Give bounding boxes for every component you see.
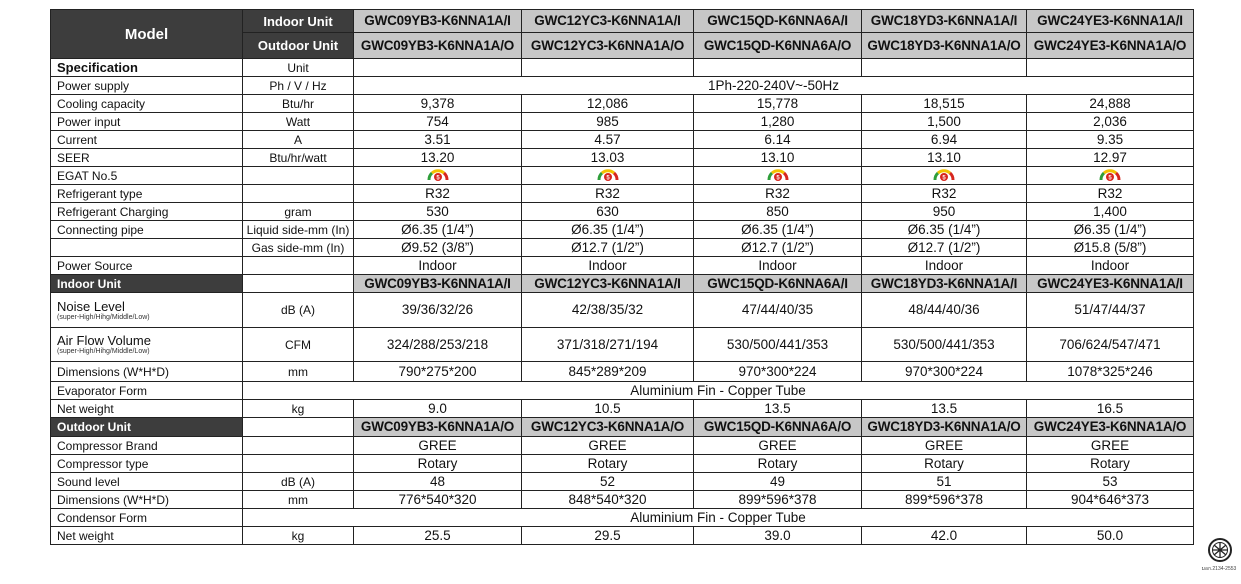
refrigerant-type-row — [51, 185, 1194, 203]
unit-cell: mm — [243, 491, 354, 509]
value-cell: 1,400 — [1027, 203, 1194, 221]
value-cell: 48 — [354, 473, 522, 491]
value-cell: R32 — [1027, 185, 1194, 203]
value-cell: 42/38/35/32 — [522, 293, 694, 328]
row-label: Current — [51, 131, 243, 149]
outdoor-dimensions-row — [51, 491, 1194, 509]
indoor-section-header: Indoor Unit — [51, 275, 243, 293]
row-label: Evaporator Form — [51, 382, 243, 400]
value-cell: 50.0 — [1027, 527, 1194, 545]
value-cell: 13.20 — [354, 149, 522, 167]
value-cell: 1,280 — [694, 113, 862, 131]
value-cell: 530/500/441/353 — [862, 328, 1027, 362]
value-cell: Ø6.35 (1/4”) — [1027, 221, 1194, 239]
outdoor-model: GWC09YB3-K6NNA1A/O — [354, 418, 522, 437]
value-cell: 371/318/271/194 — [522, 328, 694, 362]
value-cell: GREE — [862, 437, 1027, 455]
egat-cell — [1027, 167, 1194, 185]
value-cell: 2,036 — [1027, 113, 1194, 131]
svg-text:5: 5 — [435, 175, 440, 181]
air-flow-label: Air Flow Volume — [57, 333, 151, 348]
indoor-unit-header: Indoor Unit — [243, 10, 354, 33]
unit-cell: Watt — [243, 113, 354, 131]
unit-cell: kg — [243, 527, 354, 545]
outdoor-model: GWC24YE3-K6NNA1A/O — [1027, 418, 1194, 437]
egat-cell — [862, 167, 1027, 185]
condensor-row — [51, 509, 1194, 527]
value-cell — [694, 59, 862, 77]
unit-cell: CFM — [243, 328, 354, 362]
value-cell: 530/500/441/353 — [694, 328, 862, 362]
value-cell: Rotary — [694, 455, 862, 473]
value-cell: 53 — [1027, 473, 1194, 491]
egat-label-icon — [427, 168, 449, 181]
row-label: Connecting pipe — [51, 221, 243, 239]
egat-cell — [522, 167, 694, 185]
indoor-model: GWC24YE3-K6NNA1A/I — [1027, 10, 1194, 33]
value-cell: 13.03 — [522, 149, 694, 167]
value-cell: 706/624/547/471 — [1027, 328, 1194, 362]
value-cell: 10.5 — [522, 400, 694, 418]
value-cell: 630 — [522, 203, 694, 221]
value-cell: 29.5 — [522, 527, 694, 545]
value-cell: Rotary — [522, 455, 694, 473]
row-label: Sound level — [51, 473, 243, 491]
value-cell: Ø6.35 (1/4”) — [694, 221, 862, 239]
value-cell: 12,086 — [522, 95, 694, 113]
value-cell: Indoor — [694, 257, 862, 275]
unit-cell: Liquid side-mm (In) — [243, 221, 354, 239]
value-cell: 52 — [522, 473, 694, 491]
value-cell: 13.5 — [694, 400, 862, 418]
egat-cell — [354, 167, 522, 185]
value-cell: 24,888 — [1027, 95, 1194, 113]
value-cell: 950 — [862, 203, 1027, 221]
value-cell: 985 — [522, 113, 694, 131]
value-cell: Ø6.35 (1/4”) — [354, 221, 522, 239]
spec-table — [50, 9, 1194, 545]
outdoor-section-row — [51, 418, 1194, 437]
row-label — [51, 293, 243, 328]
value-cell: R32 — [522, 185, 694, 203]
value-cell: Rotary — [354, 455, 522, 473]
row-label: Net weight — [51, 527, 243, 545]
row-label: Power input — [51, 113, 243, 131]
seer-row — [51, 149, 1194, 167]
value-cell: Ø6.35 (1/4”) — [862, 221, 1027, 239]
row-label: Dimensions (W*H*D) — [51, 491, 243, 509]
value-cell: Ø12.7 (1/2”) — [862, 239, 1027, 257]
row-label — [51, 328, 243, 362]
unit-cell — [243, 257, 354, 275]
value-cell: 39/36/32/26 — [354, 293, 522, 328]
value-cell — [522, 59, 694, 77]
svg-text:5: 5 — [775, 175, 780, 181]
value-cell: 12.97 — [1027, 149, 1194, 167]
current-row — [51, 131, 1194, 149]
value-cell: 42.0 — [862, 527, 1027, 545]
unit-cell — [243, 437, 354, 455]
value-cell: 13.5 — [862, 400, 1027, 418]
value-cell: 899*596*378 — [694, 491, 862, 509]
value-cell: Indoor — [354, 257, 522, 275]
value-cell: Indoor — [862, 257, 1027, 275]
value-cell: 1,500 — [862, 113, 1027, 131]
egat-label-icon — [767, 168, 789, 181]
compressor-brand-row — [51, 437, 1194, 455]
indoor-model: GWC12YC3-K6NNA1A/I — [522, 10, 694, 33]
evaporator-value: Aluminium Fin - Copper Tube — [243, 382, 1194, 400]
value-cell: 47/44/40/35 — [694, 293, 862, 328]
outdoor-model: GWC18YD3-K6NNA1A/O — [862, 33, 1027, 59]
value-cell: 845*289*209 — [522, 362, 694, 382]
outdoor-unit-header: Outdoor Unit — [243, 33, 354, 59]
outdoor-section-header: Outdoor Unit — [51, 418, 243, 437]
outdoor-model: GWC12YC3-K6NNA1A/O — [522, 418, 694, 437]
power-input-row — [51, 113, 1194, 131]
value-cell: 4.57 — [522, 131, 694, 149]
svg-text:5: 5 — [605, 175, 610, 181]
condensor-value: Aluminium Fin - Copper Tube — [243, 509, 1194, 527]
indoor-model: GWC09YB3-K6NNA1A/I — [354, 10, 522, 33]
unit-cell: Gas side-mm (In) — [243, 239, 354, 257]
value-cell: 16.5 — [1027, 400, 1194, 418]
value-cell: Ø6.35 (1/4”) — [522, 221, 694, 239]
value-cell: 6.14 — [694, 131, 862, 149]
value-cell: R32 — [354, 185, 522, 203]
value-cell: 970*300*224 — [694, 362, 862, 382]
unit-cell — [243, 185, 354, 203]
egat-row — [51, 167, 1194, 185]
value-cell: 39.0 — [694, 527, 862, 545]
indoor-model: GWC09YB3-K6NNA1A/I — [354, 275, 522, 293]
value-cell: 9.0 — [354, 400, 522, 418]
value-cell: 51/47/44/37 — [1027, 293, 1194, 328]
unit-header: Unit — [243, 59, 354, 77]
unit-cell: dB (A) — [243, 293, 354, 328]
unit-cell: Btu/hr/watt — [243, 149, 354, 167]
unit-cell — [243, 418, 354, 437]
value-cell: 9.35 — [1027, 131, 1194, 149]
value-cell: R32 — [862, 185, 1027, 203]
value-cell: 13.10 — [694, 149, 862, 167]
air-flow-row — [51, 328, 1194, 362]
row-label: Refrigerant Charging — [51, 203, 243, 221]
indoor-model: GWC24YE3-K6NNA1A/I — [1027, 275, 1194, 293]
evaporator-row — [51, 382, 1194, 400]
outdoor-model: GWC12YC3-K6NNA1A/O — [522, 33, 694, 59]
indoor-net-weight-row — [51, 400, 1194, 418]
value-cell: 970*300*224 — [862, 362, 1027, 382]
value-cell: 13.10 — [862, 149, 1027, 167]
unit-cell: gram — [243, 203, 354, 221]
value-cell: GREE — [1027, 437, 1194, 455]
egat-label-icon — [933, 168, 955, 181]
tisi-mark-icon — [1203, 537, 1237, 581]
row-label: Compressor Brand — [51, 437, 243, 455]
value-cell: 25.5 — [354, 527, 522, 545]
row-label: EGAT No.5 — [51, 167, 243, 185]
value-cell: 899*596*378 — [862, 491, 1027, 509]
svg-text:5: 5 — [1108, 175, 1112, 181]
value-cell: Ø9.52 (3/8”) — [354, 239, 522, 257]
value-cell: 6.94 — [862, 131, 1027, 149]
egat-label-icon — [1099, 168, 1121, 181]
value-cell: 1078*325*246 — [1027, 362, 1194, 382]
value-cell: 790*275*200 — [354, 362, 522, 382]
unit-cell — [243, 275, 354, 293]
value-cell: 15,778 — [694, 95, 862, 113]
unit-cell: Btu/hr — [243, 95, 354, 113]
value-cell — [354, 59, 522, 77]
value-cell: GREE — [354, 437, 522, 455]
outdoor-model: GWC15QD-K6NNA6A/O — [694, 418, 862, 437]
power-source-row — [51, 257, 1194, 275]
unit-cell: kg — [243, 400, 354, 418]
row-label: Power Source — [51, 257, 243, 275]
value-cell: 754 — [354, 113, 522, 131]
row-label: Compressor type — [51, 455, 243, 473]
indoor-model: GWC12YC3-K6NNA1A/I — [522, 275, 694, 293]
value-cell: Rotary — [1027, 455, 1194, 473]
power-supply-row — [51, 77, 1194, 95]
value-cell: GREE — [522, 437, 694, 455]
model-header: Model — [51, 10, 243, 59]
value-cell: 850 — [694, 203, 862, 221]
row-label — [51, 239, 243, 257]
row-label: Power supply — [51, 77, 243, 95]
noise-level-sub: (super-High/Hihg/Middle/Low) — [57, 313, 150, 321]
svg-text:5: 5 — [942, 175, 946, 181]
compressor-type-row — [51, 455, 1194, 473]
indoor-dimensions-row — [51, 362, 1194, 382]
unit-cell — [243, 167, 354, 185]
value-cell: Ø15.8 (5/8”) — [1027, 239, 1194, 257]
row-label: Refrigerant type — [51, 185, 243, 203]
value-cell: 51 — [862, 473, 1027, 491]
row-label: Dimensions (W*H*D) — [51, 362, 243, 382]
value-cell — [1027, 59, 1194, 77]
spec-title-row — [51, 59, 1194, 77]
spec-title: Specification — [51, 59, 243, 77]
spec-table-body — [51, 10, 1194, 545]
value-cell: 776*540*320 — [354, 491, 522, 509]
value-cell: 9,378 — [354, 95, 522, 113]
value-cell: Ø12.7 (1/2”) — [694, 239, 862, 257]
value-cell: Indoor — [522, 257, 694, 275]
row-label: Net weight — [51, 400, 243, 418]
outdoor-model: GWC09YB3-K6NNA1A/O — [354, 33, 522, 59]
value-cell: GREE — [694, 437, 862, 455]
unit-cell: Ph / V / Hz — [243, 77, 354, 95]
egat-label-icon — [597, 168, 619, 181]
value-cell: 49 — [694, 473, 862, 491]
connecting-pipe-gas-row — [51, 239, 1194, 257]
value-cell — [862, 59, 1027, 77]
air-flow-sub: (super-High/Hihg/Middle/Low) — [57, 348, 150, 355]
outdoor-model: GWC24YE3-K6NNA1A/O — [1027, 33, 1194, 59]
unit-cell — [243, 455, 354, 473]
connecting-pipe-liquid-row — [51, 221, 1194, 239]
value-cell: 530 — [354, 203, 522, 221]
cooling-capacity-row — [51, 95, 1194, 113]
indoor-section-row — [51, 275, 1194, 293]
value-cell: 904*646*373 — [1027, 491, 1194, 509]
value-cell: 848*540*320 — [522, 491, 694, 509]
power-supply-value: 1Ph-220-240V~-50Hz — [354, 77, 1194, 95]
row-label: Cooling capacity — [51, 95, 243, 113]
value-cell: Ø12.7 (1/2”) — [522, 239, 694, 257]
noise-level-label: Noise Level — [57, 298, 125, 314]
value-cell: R32 — [694, 185, 862, 203]
unit-cell: dB (A) — [243, 473, 354, 491]
outdoor-model: GWC15QD-K6NNA6A/O — [694, 33, 862, 59]
certification-text: มอก.2134-2553 — [1201, 566, 1237, 572]
refrigerant-charging-row — [51, 203, 1194, 221]
value-cell: 324/288/253/218 — [354, 328, 522, 362]
indoor-model: GWC15QD-K6NNA6A/I — [694, 10, 862, 33]
sound-level-row — [51, 473, 1194, 491]
indoor-model: GWC18YD3-K6NNA1A/I — [862, 275, 1027, 293]
egat-cell — [694, 167, 862, 185]
value-cell: 3.51 — [354, 131, 522, 149]
value-cell: Indoor — [1027, 257, 1194, 275]
outdoor-net-weight-row — [51, 527, 1194, 545]
value-cell: 18,515 — [862, 95, 1027, 113]
value-cell: 48/44/40/36 — [862, 293, 1027, 328]
indoor-model: GWC18YD3-K6NNA1A/I — [862, 10, 1027, 33]
outdoor-model: GWC18YD3-K6NNA1A/O — [862, 418, 1027, 437]
value-cell: Rotary — [862, 455, 1027, 473]
noise-level-row — [51, 293, 1194, 328]
header-row-indoor — [51, 10, 1194, 33]
indoor-model: GWC15QD-K6NNA6A/I — [694, 275, 862, 293]
row-label: Condensor Form — [51, 509, 243, 527]
unit-cell: A — [243, 131, 354, 149]
row-label: SEER — [51, 149, 243, 167]
unit-cell: mm — [243, 362, 354, 382]
